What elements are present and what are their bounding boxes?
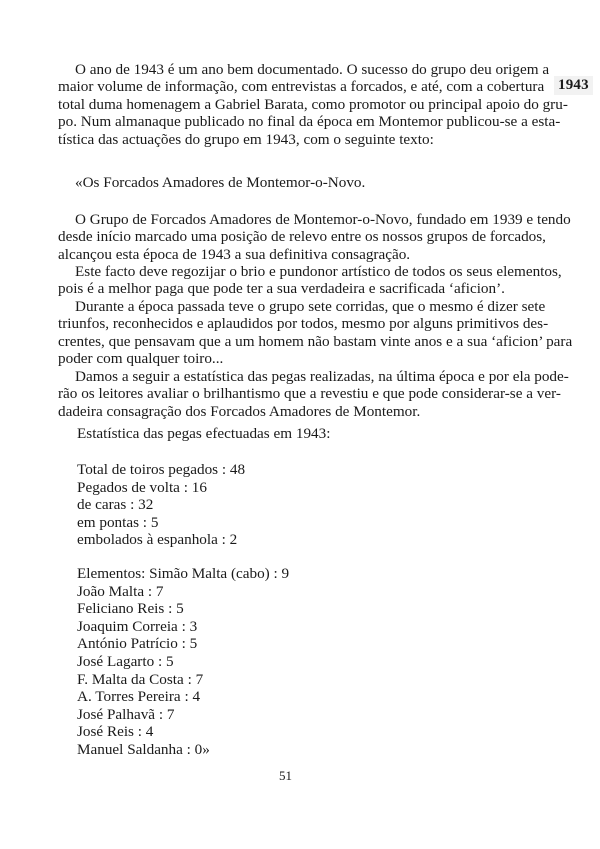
quote-paragraph-3 (58, 298, 573, 368)
text-line: dadeira consagração dos Forcados Amadores de Montemor. (58, 402, 421, 420)
page-number: 51 (279, 768, 292, 783)
text-line: crentes, que pensavam que a um homem não bastam vinte anos e a sua ‘aficion’ para (58, 332, 573, 350)
element-item: Feliciano Reis : 5 (77, 600, 184, 618)
element-item: Joaquim Correia : 3 (77, 617, 198, 635)
text-line: po. Num almanaque publicado no final da época em Montemor publicou-se a esta- (58, 113, 561, 131)
stats-list (77, 461, 245, 549)
text-line: triunfos, reconhecidos e aplaudidos por todos, mesmo por alguns primitivos des- (58, 315, 549, 333)
text-line: poder com qualquer toiro... (58, 350, 224, 368)
text-line: Este facto deve regozijar o brio e pundonor artístico de todos os seus elementos, (75, 263, 562, 280)
element-item: José Reis : 4 (77, 723, 154, 741)
text-line: Damos a seguir a estatística das pegas realizadas, na última época e por ela pode- (75, 368, 569, 385)
text-line: Durante a época passada teve o grupo sete corridas, que o mesmo é dizer sete (75, 298, 546, 315)
margin-year-heading: 1943 (554, 76, 593, 95)
quote-paragraph-1 (58, 211, 571, 263)
text-line: maior volume de informação, com entrevistas a forcados, e até, com a cobertura (58, 78, 545, 96)
intro-paragraph (58, 61, 568, 148)
stats-heading: Estatística das pegas efectuadas em 1943: (77, 425, 331, 442)
text-line: pois é a melhor paga que pode ter a sua verdadeira e sacrificada ‘aficion’. (58, 280, 505, 298)
stat-item: Total de toiros pegados : 48 (77, 461, 246, 478)
element-item: António Patrício : 5 (77, 635, 198, 653)
element-item: Manuel Saldanha : 0» (77, 740, 210, 758)
text-line: tística das actuações do grupo em 1943, com o seguinte texto: (58, 130, 434, 148)
element-item: José Palhavã : 7 (77, 705, 175, 723)
stat-item: de caras : 32 (77, 496, 154, 514)
element-item: A. Torres Pereira : 4 (77, 688, 201, 706)
text-line: desde início marcado uma posição de relevo entre os nossos grupos de forcados, (58, 228, 546, 246)
text-line: total duma homenagem a Gabriel Barata, como promotor ou principal apoio do gru- (58, 95, 568, 113)
stat-item: embolados à espanhola : 2 (77, 531, 238, 549)
text-line: alcançou esta época de 1943 a sua definitiva consagração. (58, 245, 411, 263)
text-line: O ano de 1943 é um ano bem documentado. O sucesso do grupo deu origem a (75, 61, 550, 78)
element-item: José Lagarto : 5 (77, 652, 174, 670)
stat-item: em pontas : 5 (77, 513, 159, 531)
quote-paragraph-4 (58, 368, 569, 420)
elements-list (77, 565, 289, 759)
stat-item: Pegados de volta : 16 (77, 478, 207, 496)
quote-title: «Os Forcados Amadores de Montemor-o-Novo. (75, 174, 366, 191)
text-line: O Grupo de Forcados Amadores de Montemor-o-Novo, fundado em 1939 e tendo (75, 211, 571, 228)
element-item: Elementos: Simão Malta (cabo) : 9 (77, 565, 290, 582)
element-item: João Malta : 7 (77, 582, 164, 600)
quote-paragraph-2 (58, 263, 562, 298)
element-item: F. Malta da Costa : 7 (77, 670, 204, 688)
text-line: rão os leitores avaliar o brilhantismo que a revestiu e que pode considerar-se a ver- (58, 385, 561, 403)
